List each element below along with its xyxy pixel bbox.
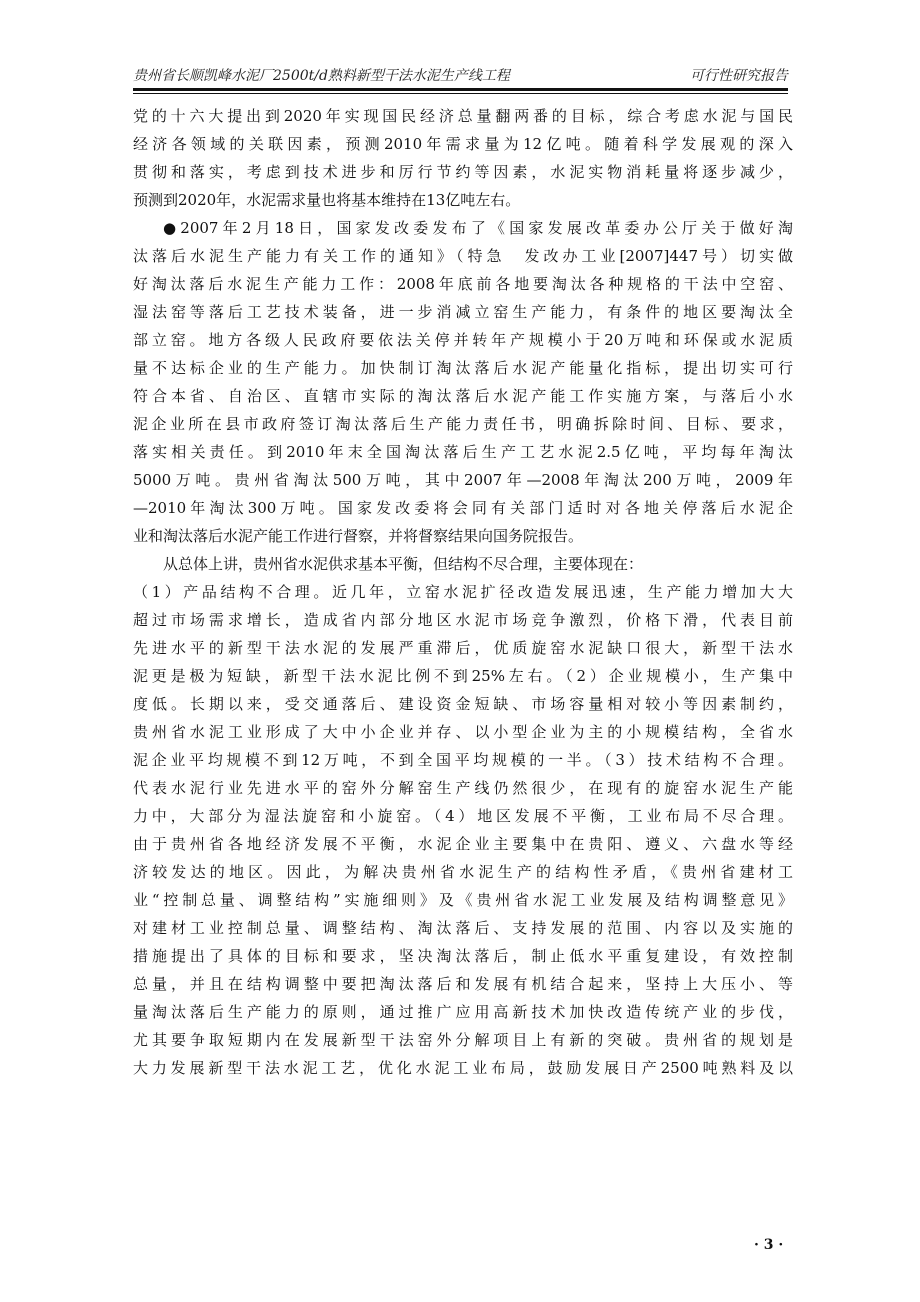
text-line: 济较发达的地区。因此，为解决贵州省水泥生产的结构性矛盾，《贵州省建材工 — [133, 863, 793, 881]
text-line: 泥企业平均规模不到12万吨，不到全国平均规模的一半。（3）技术结构不合理。 — [133, 751, 793, 769]
text-line: 措施提出了具体的目标和要求，坚决淘汰落后，制止低水平重复建设，有效控制 — [133, 947, 793, 965]
text-line: 先进水平的新型干法水泥的发展严重滞后，优质旋窑水泥缺口很大，新型干法水 — [133, 639, 793, 657]
text-line: 汰落后水泥生产能力有关工作的通知》（特急 发改办工业[2007]447号）切实做 — [133, 247, 793, 265]
text-line: 超过市场需求增长，造成省内部分地区水泥市场竞争激烈，价格下滑，代表目前 — [133, 611, 793, 629]
text-line: （1）产品结构不合理。近几年，立窑水泥扩径改造发展迅速，生产能力增加大大 — [133, 583, 793, 601]
text-line: 业“控制总量、调整结构”实施细则》及《贵州省水泥工业发展及结构调整意见》 — [133, 891, 793, 909]
text-line: ●2007年2月18日，国家发改委发布了《国家发展改革委办公厅关于做好淘 — [163, 219, 793, 237]
text-line: 力中，大部分为湿法旋窑和小旋窑。（4）地区发展不平衡，工业布局不尽合理。 — [133, 807, 793, 825]
text-line: 度低。长期以来，受交通落后、建设资金短缺、市场容量相对较小等因素制约， — [133, 695, 793, 713]
header-report-type: 可行性研究报告 — [690, 68, 788, 84]
text-line: 泥更是极为短缺，新型干法水泥比例不到25%左右。（2）企业规模小，生产集中 — [133, 667, 793, 685]
text-line: 大力发展新型干法水泥工艺，优化水泥工业布局，鼓励发展日产2500吨熟料及以 — [133, 1059, 793, 1077]
text-line: 业和淘汰落后水泥产能工作进行督察，并将督察结果向国务院报告。 — [133, 527, 584, 545]
header-rule-thin — [133, 93, 788, 94]
header-title: 贵州省长顺凯峰水泥厂2500t/d熟料新型干法水泥生产线工程 — [133, 68, 510, 84]
text-line: 总量，并且在结构调整中要把淘汰落后和发展有机结合起来，坚持上大压小、等 — [133, 975, 793, 993]
running-header — [133, 65, 788, 87]
text-line: 量淘汰落后生产能力的原则，通过推广应用高新技术加快改造传统产业的步伐， — [133, 1003, 793, 1021]
text-line: —2010年淘汰300万吨。国家发改委将会同有关部门适时对各地关停落后水泥企 — [133, 499, 793, 517]
text-line: 尤其要争取短期内在发展新型干法窑外分解项目上有新的突破。贵州省的规划是 — [133, 1031, 793, 1049]
text-line: 好淘汰落后水泥生产能力工作：2008年底前各地要淘汰各种规格的干法中空窑、 — [133, 275, 793, 293]
text-line: 对建材工业控制总量、调整结构、淘汰落后、支持发展的范围、内容以及实施的 — [133, 919, 793, 937]
text-line: 从总体上讲，贵州省水泥供求基本平衡，但结构不尽合理，主要体现在： — [163, 555, 644, 573]
text-line: 部立窑。地方各级人民政府要依法关停并转年产规模小于20万吨和环保或水泥质 — [133, 331, 793, 349]
text-line: 预测到2020年，水泥需求量也将基本维持在13亿吨左右。 — [133, 191, 521, 209]
text-line: 符合本省、自治区、直辖市实际的淘汰落后水泥产能工作实施方案，与落后小水 — [133, 387, 793, 405]
text-line: 泥企业所在县市政府签订淘汰落后生产能力责任书，明确拆除时间、目标、要求， — [133, 415, 793, 433]
body-text — [133, 102, 793, 1082]
text-line: 落实相关责任。到2010年末全国淘汰落后生产工艺水泥2.5亿吨，平均每年淘汰 — [133, 443, 793, 461]
text-line: 党的十六大提出到2020年实现国民经济总量翻两番的目标，综合考虑水泥与国民 — [133, 107, 793, 125]
text-line: 量不达标企业的生产能力。加快制订淘汰落后水泥产能量化指标，提出切实可行 — [133, 359, 793, 377]
text-line: 贵州省水泥工业形成了大中小企业并存、以小型企业为主的小规模结构，全省水 — [133, 723, 793, 741]
text-line: 5000万吨。贵州省淘汰500万吨，其中2007年—2008年淘汰200万吨，2009年 — [133, 471, 793, 489]
text-line: 经济各领域的关联因素，预测2010年需求量为12亿吨。随着科学发展观的深入 — [133, 135, 793, 153]
header-rule-thick — [133, 88, 788, 91]
text-line: 湿法窑等落后工艺技术装备，进一步消减立窑生产能力，有条件的地区要淘汰全 — [133, 303, 793, 321]
text-line: 贯彻和落实，考虑到技术进步和厉行节约等因素，水泥实物消耗量将逐步减少， — [133, 163, 793, 181]
text-line: 由于贵州省各地经济发展不平衡，水泥企业主要集中在贵阳、遵义、六盘水等经 — [133, 835, 793, 853]
text-line: 代表水泥行业先进水平的窑外分解窑生产线仍然很少，在现有的旋窑水泥生产能 — [133, 779, 793, 797]
page-number: · 3 · — [754, 1237, 784, 1253]
